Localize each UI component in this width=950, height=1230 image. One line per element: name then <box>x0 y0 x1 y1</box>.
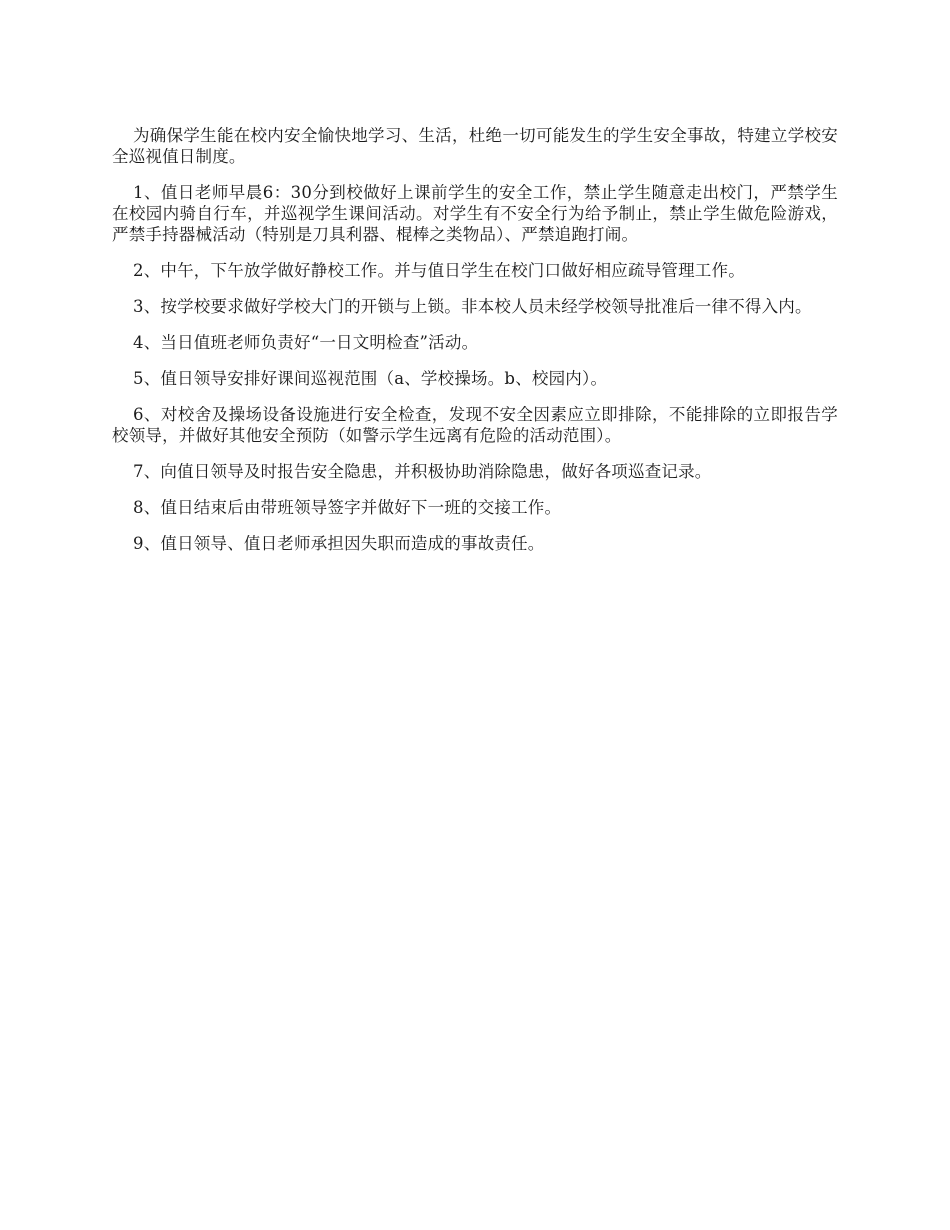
rule-paragraph-5: 5、值日领导安排好课间巡视范围（a、学校操场。b、校园内）。 <box>133 369 608 388</box>
document-body <box>112 125 838 569</box>
rule-paragraph-1: 1、值日老师早晨6：30分到校做好上课前学生的安全工作，禁止学生随意走出校门，严禁学生在校园内骑自行车，并巡视学生课间活动。对学生有不安全行为给予制止，禁止学生做危险游戏，严禁手持器械活动（特别是刀具利器、棍棒之类物品）、严禁追跑打闹。 <box>112 183 838 244</box>
rule-paragraph-2: 2、中午，下午放学做好静校工作。并与值日学生在校门口做好相应疏导管理工作。 <box>133 261 745 280</box>
intro-paragraph: 为确保学生能在校内安全愉快地学习、生活，杜绝一切可能发生的学生安全事故，特建立学校安全巡视值日制度。 <box>112 126 838 166</box>
rule-paragraph-3: 3、按学校要求做好学校大门的开锁与上锁。非本校人员未经学校领导批准后一律不得入内。 <box>133 297 812 316</box>
rule-paragraph-4: 4、当日值班老师负责好“一日文明检查”活动。 <box>133 333 479 352</box>
rule-paragraph-6: 6、对校舍及操场设备设施进行安全检查，发现不安全因素应立即排除，不能排除的立即报告学校领导，并做好其他安全预防（如警示学生远离有危险的活动范围）。 <box>112 405 838 445</box>
rule-paragraph-8: 8、值日结束后由带班领导签字并做好下一班的交接工作。 <box>133 498 562 517</box>
rule-paragraph-9: 9、值日领导、值日老师承担因失职而造成的事故责任。 <box>133 534 545 553</box>
rule-paragraph-7: 7、向值日领导及时报告安全隐患，并积极协助消除隐患，做好各项巡查记录。 <box>133 462 712 481</box>
